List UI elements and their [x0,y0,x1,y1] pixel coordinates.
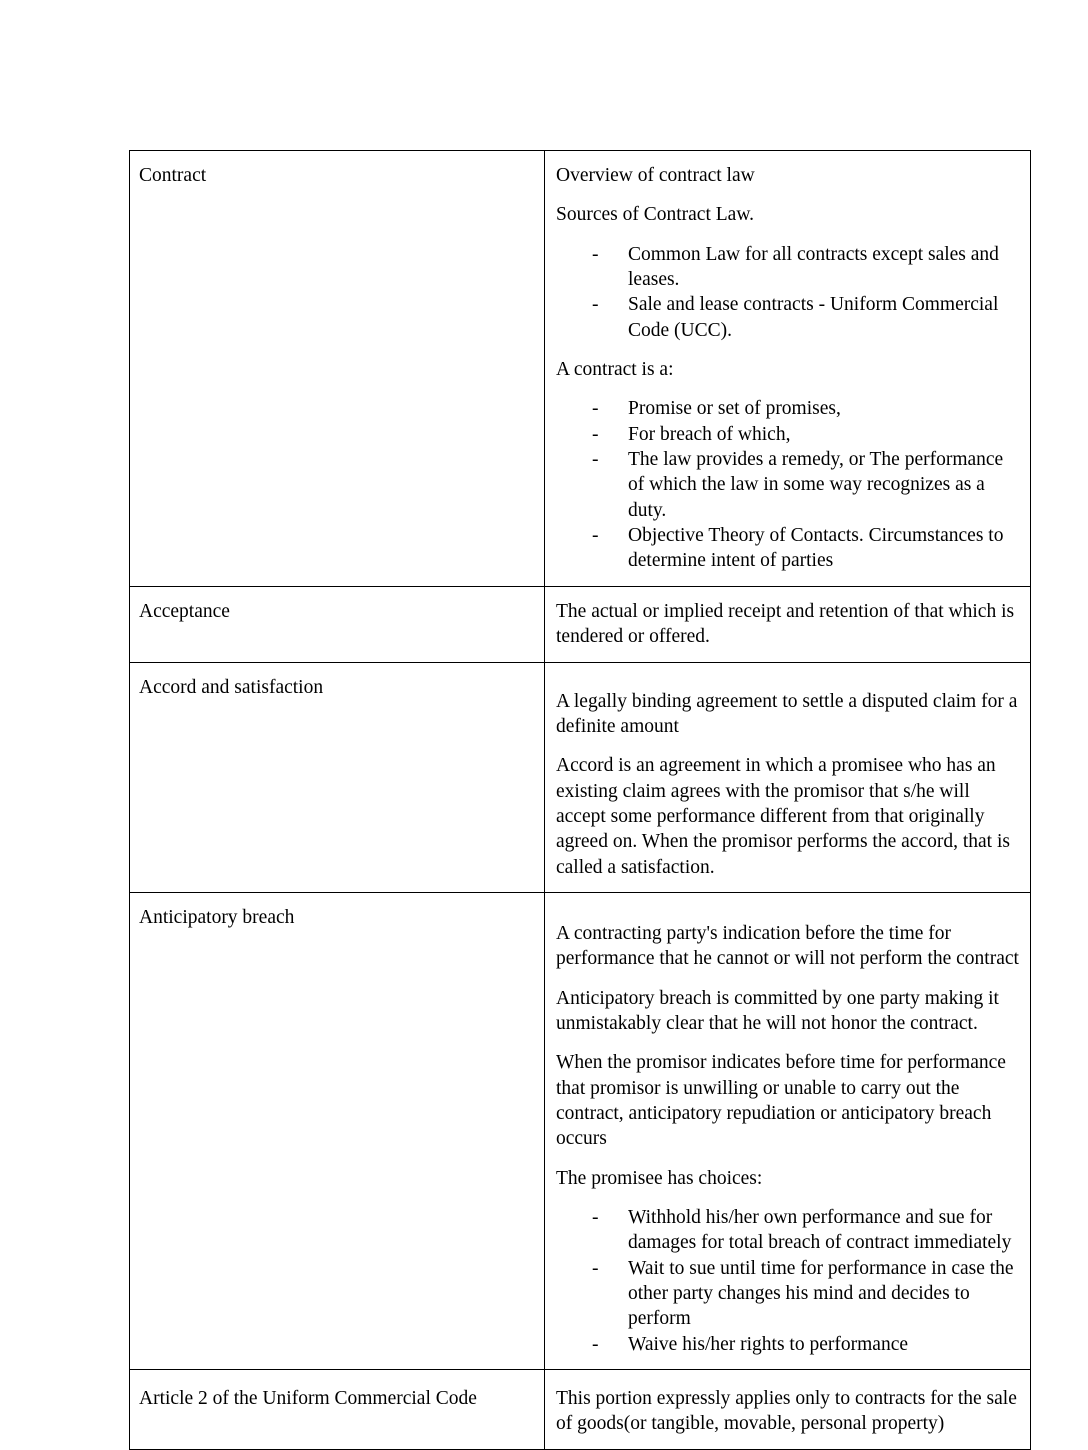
list-item [556,422,1020,447]
dash-bullet-icon: - [592,1333,599,1355]
term-cell-acceptance [130,586,545,662]
table-row [130,662,1031,892]
dash-bullet-icon: - [592,423,599,445]
dash-bullet-icon: - [592,294,599,316]
list-item-text: Sale and lease contracts - Uniform Commercial Code (UCC). [628,294,999,341]
definition-body [545,587,1030,662]
list-item-text: Objective Theory of Contacts. Circumstances to determine intent of parties [628,525,1004,572]
definition-cell-acceptance [545,586,1031,662]
dash-bullet-icon: - [592,1257,599,1279]
contract-law-glossary-table [129,150,1031,1450]
list-item [556,242,1020,293]
term-label: Contract [139,165,207,186]
list-item [556,523,1020,574]
definition-cell-anticipatory-breach [545,892,1031,1369]
list-item [556,1332,1020,1357]
definition-paragraph: The promisee has choices: [556,1167,763,1189]
definition-paragraph: Anticipatory breach is committed by one party making it unmistakably clear that he will not honor the contract. [556,987,999,1034]
definition-paragraph: A contract is a: [556,359,674,381]
list-item [556,1205,1020,1256]
definition-bullet-list [556,1205,1020,1357]
definition-paragraph: This portion expressly applies only to contracts for the sale of goods(or tangible, movable, personal property) [556,1388,1017,1435]
list-item [556,447,1020,523]
list-item-text: Waive his/her rights to performance [628,1333,908,1355]
term-cell-article-2-ucc [130,1370,545,1450]
definition-paragraph: When the promisor indicates before time for performance that promisor is unwilling or unable to carry out the contract, anticipatory repudiation or anticipatory breach occurs [556,1052,1006,1150]
list-item [556,396,1020,421]
term-label: Anticipatory breach [139,906,295,928]
definition-bullet-list [556,242,1020,343]
definition-body [545,151,1030,586]
definition-cell-accord-and-satisfaction [545,662,1031,892]
list-item-text: Common Law for all contracts except sales and leases. [628,243,999,291]
list-item-text: Withhold his/her own performance and sue for damages for total breach of contract immediately [628,1207,1012,1254]
definition-paragraph: A contracting party's indication before the time for performance that he cannot or will not perform the contract [556,922,1019,970]
definition-body [545,663,1030,892]
table-row [130,892,1031,1369]
table-row [130,586,1031,662]
definition-cell-article-2-ucc [545,1370,1031,1450]
list-item [556,1256,1020,1332]
term-cell-contract [130,151,545,587]
term-label: Acceptance [139,600,230,622]
list-item-text: The law provides a remedy, or The performance of which the law in some way recognizes as a duty. [628,449,1004,521]
term-cell-accord-and-satisfaction [130,662,545,892]
dash-bullet-icon: - [592,1207,599,1228]
term-cell-anticipatory-breach [130,892,545,1369]
definition-body [545,1370,1030,1449]
list-item-text: Wait to sue until time for performance in case the other party changes his mind and decides to perform [628,1257,1014,1330]
definition-cell-contract [545,151,1031,587]
definition-paragraph: Overview of contract law [556,165,755,186]
term-label: Article 2 of the Uniform Commercial Code [139,1388,477,1410]
list-item [556,292,1020,343]
list-item-text: For breach of which, [628,423,791,445]
definition-paragraph: A legally binding agreement to settle a disputed claim for a definite amount [556,690,1018,737]
table-row [130,1370,1031,1450]
definition-body [545,893,1030,1369]
definition-paragraph: The actual or implied receipt and retention of that which is tendered or offered. [556,600,1015,648]
dash-bullet-icon: - [592,525,599,547]
definition-paragraph: Accord is an agreement in which a promisee who has an existing claim agrees with the promisor that s/he will accept some performance different from that originally agreed on. When the promisor performs the accord, that is called a satisfaction. [556,755,1010,878]
list-item-text: Promise or set of promises, [628,398,841,420]
definition-bullet-list [556,396,1020,573]
dash-bullet-icon: - [592,398,599,420]
table-row [130,151,1031,587]
dash-bullet-icon: - [592,449,599,471]
dash-bullet-icon: - [592,243,599,265]
definition-paragraph: Sources of Contract Law. [556,204,755,226]
term-label: Accord and satisfaction [139,676,324,698]
